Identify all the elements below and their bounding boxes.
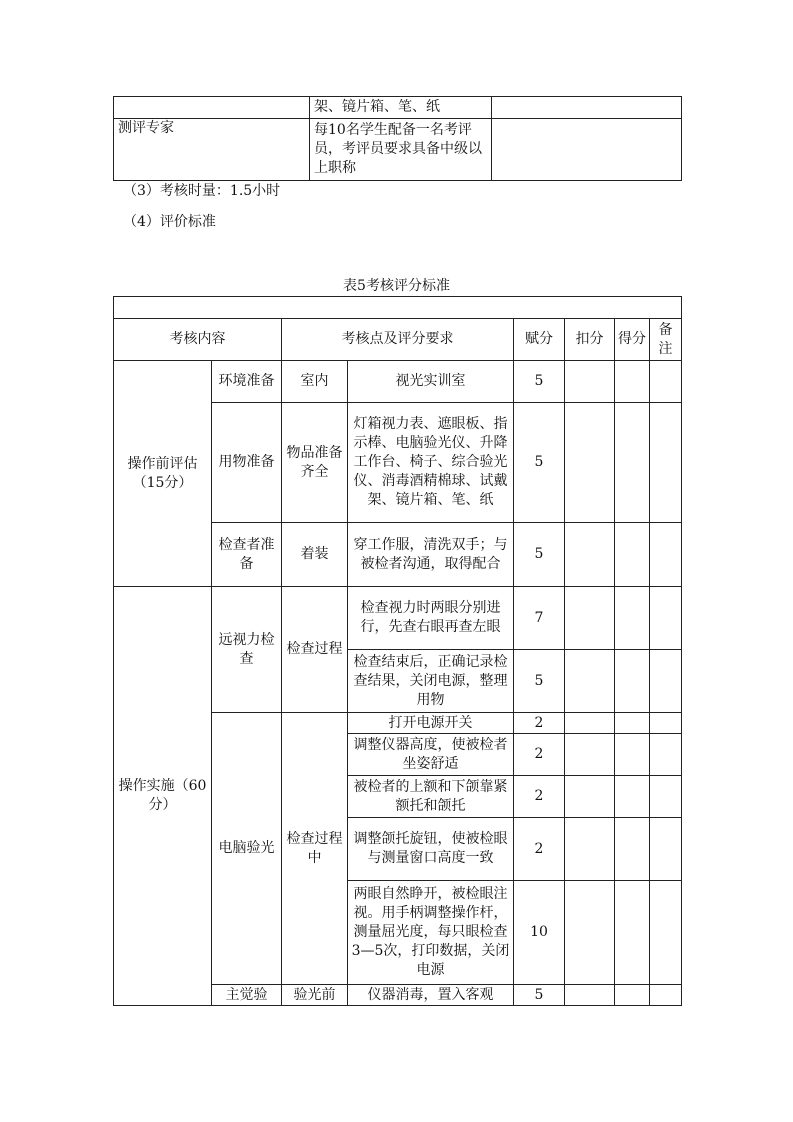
sub-cell: 主觉验 xyxy=(212,985,282,1006)
note-cell xyxy=(650,881,682,985)
note-cell xyxy=(650,713,682,734)
info-cell xyxy=(492,119,682,181)
header-deduct: 扣分 xyxy=(565,319,615,361)
note-cell xyxy=(650,650,682,713)
sub-cell: 电脑验光 xyxy=(212,713,282,985)
deduct-cell xyxy=(565,361,615,403)
deduct-cell xyxy=(565,776,615,818)
deduct-cell xyxy=(565,881,615,985)
paragraph-time: （3）考核时量：1.5小时 xyxy=(123,183,281,199)
info-cell: 架、镜片箱、笔、纸 xyxy=(310,97,492,119)
table-title-cell xyxy=(114,297,682,319)
score-cell xyxy=(615,587,650,650)
score-cell xyxy=(615,403,650,523)
table-title-row xyxy=(114,297,682,319)
note-cell xyxy=(650,587,682,650)
deduct-cell xyxy=(565,713,615,734)
value-cell: 2 xyxy=(514,734,565,776)
sub2-cell: 检查过程中 xyxy=(282,713,348,985)
sub2-cell: 室内 xyxy=(282,361,348,403)
info-row xyxy=(114,97,682,119)
table-caption: 表5考核评分标准 xyxy=(343,278,450,294)
scoring-table xyxy=(113,296,682,1006)
paragraph-criteria: （4）评价标准 xyxy=(123,214,216,230)
score-cell xyxy=(615,776,650,818)
value-cell: 10 xyxy=(514,881,565,985)
score-cell xyxy=(615,734,650,776)
info-row xyxy=(114,119,682,181)
value-cell: 5 xyxy=(514,650,565,713)
header-score: 得分 xyxy=(615,319,650,361)
req-cell: 灯箱视力表、遮眼板、指示棒、电脑验光仪、升降工作台、椅子、综合验光仪、消毒酒精棉球、试戴架、镜片箱、笔、纸 xyxy=(348,403,514,523)
deduct-cell xyxy=(565,650,615,713)
info-cell xyxy=(492,97,682,119)
deduct-cell xyxy=(565,523,615,587)
req-cell: 两眼自然睁开，被检眼注视。用手柄调整操作杆，测量屈光度，每只眼检查3—5次，打印数据，关闭电源 xyxy=(348,881,514,985)
value-cell: 5 xyxy=(514,403,565,523)
table-row xyxy=(114,587,682,650)
req-cell: 仪器消毒，置入客观 xyxy=(348,985,514,1006)
score-cell xyxy=(615,985,650,1006)
info-cell: 测评专家 xyxy=(114,119,310,181)
deduct-cell xyxy=(565,587,615,650)
req-cell: 调整颌托旋钮，使被检眼与测量窗口高度一致 xyxy=(348,818,514,881)
sub2-cell: 检查过程 xyxy=(282,587,348,713)
sub2-cell: 验光前 xyxy=(282,985,348,1006)
sub2-cell: 着装 xyxy=(282,523,348,587)
score-cell xyxy=(615,523,650,587)
header-note: 备注 xyxy=(650,319,682,361)
table-row xyxy=(114,361,682,403)
value-cell: 5 xyxy=(514,523,565,587)
header-content: 考核内容 xyxy=(114,319,282,361)
info-cell: 每10名学生配备一名考评员，考评员要求具备中级以上职称 xyxy=(310,119,492,181)
info-cell xyxy=(114,97,310,119)
value-cell: 2 xyxy=(514,713,565,734)
score-cell xyxy=(615,818,650,881)
req-cell: 检查结束后，正确记录检查结果，关闭电源，整理用物 xyxy=(348,650,514,713)
score-cell xyxy=(615,361,650,403)
header-points: 考核点及评分要求 xyxy=(282,319,514,361)
info-table xyxy=(113,96,682,181)
note-cell xyxy=(650,776,682,818)
score-cell xyxy=(615,650,650,713)
req-cell: 被检者的上额和下颌靠紧额托和颌托 xyxy=(348,776,514,818)
note-cell xyxy=(650,818,682,881)
req-cell: 调整仪器高度，使被检者坐姿舒适 xyxy=(348,734,514,776)
sub-cell: 检查者准备 xyxy=(212,523,282,587)
deduct-cell xyxy=(565,985,615,1006)
value-cell: 2 xyxy=(514,818,565,881)
req-cell: 视光实训室 xyxy=(348,361,514,403)
sub-cell: 用物准备 xyxy=(212,403,282,523)
sub-cell: 远视力检查 xyxy=(212,587,282,713)
header-row xyxy=(114,319,682,361)
deduct-cell xyxy=(565,818,615,881)
group-cell: 操作实施（60分） xyxy=(114,587,212,1006)
req-cell: 检查视力时两眼分别进行，先查右眼再查左眼 xyxy=(348,587,514,650)
value-cell: 5 xyxy=(514,985,565,1006)
value-cell: 5 xyxy=(514,361,565,403)
note-cell xyxy=(650,734,682,776)
value-cell: 2 xyxy=(514,776,565,818)
value-cell: 7 xyxy=(514,587,565,650)
req-cell: 打开电源开关 xyxy=(348,713,514,734)
group-cell: 操作前评估（15分） xyxy=(114,361,212,587)
score-cell xyxy=(615,713,650,734)
note-cell xyxy=(650,403,682,523)
req-cell: 穿工作服，清洗双手；与被检者沟通，取得配合 xyxy=(348,523,514,587)
deduct-cell xyxy=(565,734,615,776)
header-assign: 赋分 xyxy=(514,319,565,361)
note-cell xyxy=(650,523,682,587)
sub2-cell: 物品准备齐全 xyxy=(282,403,348,523)
score-cell xyxy=(615,881,650,985)
deduct-cell xyxy=(565,403,615,523)
note-cell xyxy=(650,985,682,1006)
note-cell xyxy=(650,361,682,403)
sub-cell: 环境准备 xyxy=(212,361,282,403)
